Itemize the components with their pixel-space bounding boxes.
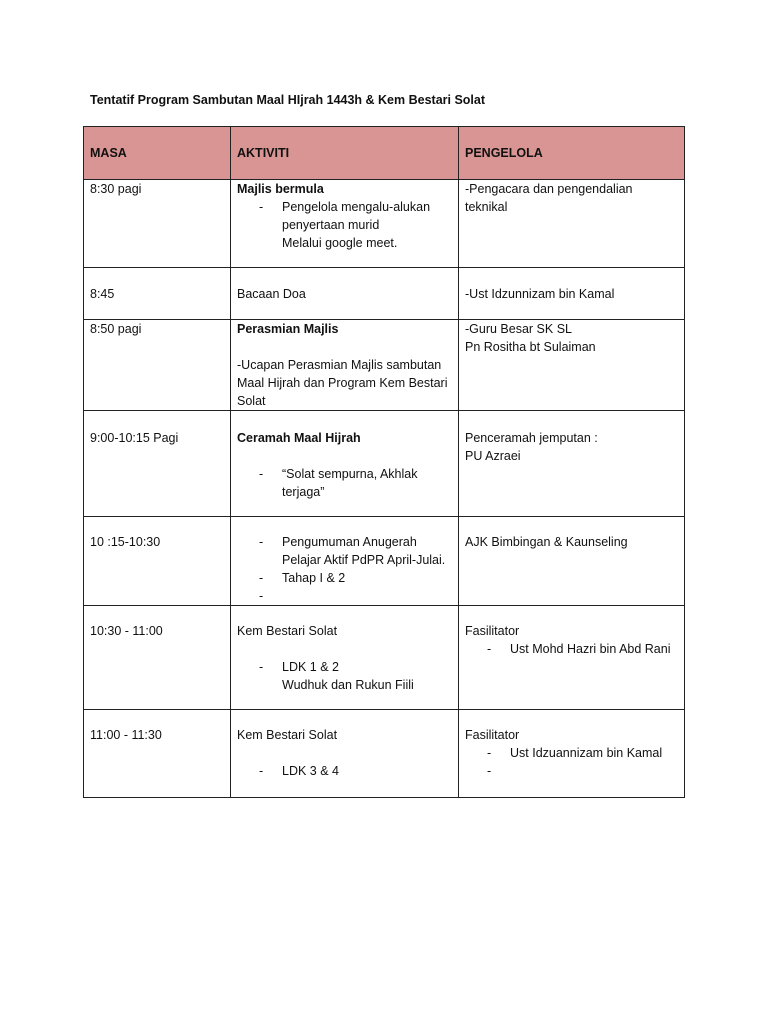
cell-pengelola (459, 411, 685, 517)
pengelola-line: PU Azraei (465, 449, 521, 463)
list-text: Ust Mohd Hazri bin Abd Rani (510, 642, 671, 656)
list-item (237, 465, 452, 501)
document-title: Tentatif Program Sambutan Maal HIjrah 1443h & Kem Bestari Solat (90, 93, 486, 107)
cell-masa: 10:30 - 11:00 (84, 606, 231, 710)
cell-masa: 9:00-10:15 Pagi (84, 411, 231, 517)
cell-masa: 8:50 pagi (84, 320, 231, 411)
cell-masa: 8:45 (84, 268, 231, 320)
activity-title: Majlis bermula (237, 182, 324, 196)
list-item (465, 744, 678, 762)
list-text: “Solat sempurna, Akhlak terjaga” (282, 467, 418, 499)
list-text: Pengelola mengalu-alukan penyertaan murid (282, 200, 431, 232)
cell-masa: 11:00 - 11:30 (84, 710, 231, 798)
list-dash: - (259, 589, 264, 603)
list-item (237, 569, 452, 587)
list-dash: - (259, 535, 264, 549)
cell-pengelola (459, 320, 685, 411)
cell-aktiviti (231, 411, 459, 517)
table-row (84, 180, 685, 268)
cell-aktiviti (231, 517, 459, 606)
list-dash: - (487, 642, 492, 656)
activity-text: -Ucapan Perasmian Majlis sambutan Maal Hijrah dan Program Kem Bestari Solat (237, 358, 448, 408)
list-item (465, 762, 678, 780)
activity-title: Ceramah Maal Hijrah (237, 431, 361, 445)
cell-masa: 8:30 pagi (84, 180, 231, 268)
cell-masa: 10 :15-10:30 (84, 517, 231, 606)
header-pengelola: PENGELOLA (459, 127, 685, 180)
cell-aktiviti (231, 180, 459, 268)
list-item (237, 587, 452, 605)
cell-aktiviti (231, 320, 459, 411)
activity-text: Kem Bestari Solat (237, 624, 338, 638)
table-row (84, 517, 685, 606)
list-item (465, 640, 678, 658)
activity-text: Kem Bestari Solat (237, 728, 338, 742)
list-text: Ust Idzuannizam bin Kamal (510, 746, 663, 760)
list-dash: - (259, 660, 264, 674)
list-dash: - (487, 764, 492, 778)
pengelola-line: Fasilitator (465, 624, 520, 638)
list-continuation: Melalui google meet. (282, 236, 398, 250)
list-text: LDK 3 & 4 (282, 764, 339, 778)
table-row (84, 268, 685, 320)
list-continuation: Wudhuk dan Rukun Fiili (282, 678, 414, 692)
list-dash: - (487, 746, 492, 760)
list-text: LDK 1 & 2 (282, 660, 339, 674)
activity-title: Perasmian Majlis (237, 322, 339, 336)
header-aktiviti: AKTIVITI (231, 127, 459, 180)
cell-pengelola (459, 606, 685, 710)
table-row (84, 320, 685, 411)
header-masa: MASA (84, 127, 231, 180)
schedule-table (83, 126, 685, 798)
cell-pengelola: -Ust Idzunnizam bin Kamal (459, 268, 685, 320)
cell-pengelola: AJK Bimbingan & Kaunseling (459, 517, 685, 606)
list-item (237, 658, 452, 676)
cell-aktiviti (231, 710, 459, 798)
pengelola-line: Fasilitator (465, 728, 520, 742)
list-text (510, 762, 678, 780)
table-row (84, 710, 685, 798)
pengelola-line: Pn Rositha bt Sulaiman (465, 340, 596, 354)
cell-aktiviti: Bacaan Doa (231, 268, 459, 320)
list-text (282, 587, 452, 605)
table-row (84, 606, 685, 710)
list-text: Tahap I & 2 (282, 571, 346, 585)
cell-aktiviti (231, 606, 459, 710)
table-row (84, 411, 685, 517)
list-item (237, 533, 452, 569)
pengelola-line: Penceramah jemputan : (465, 431, 598, 445)
list-dash: - (259, 571, 264, 585)
list-text: Pengumuman Anugerah Pelajar Aktif PdPR April-Julai. (282, 535, 446, 567)
cell-pengelola (459, 710, 685, 798)
cell-pengelola: -Pengacara dan pengendalian teknikal (459, 180, 685, 268)
pengelola-line: -Guru Besar SK SL (465, 322, 572, 336)
list-item (237, 198, 452, 234)
list-dash: - (259, 764, 264, 778)
table-header-row (84, 127, 685, 180)
list-dash: - (259, 200, 264, 214)
list-item (237, 762, 452, 780)
list-dash: - (259, 467, 264, 481)
